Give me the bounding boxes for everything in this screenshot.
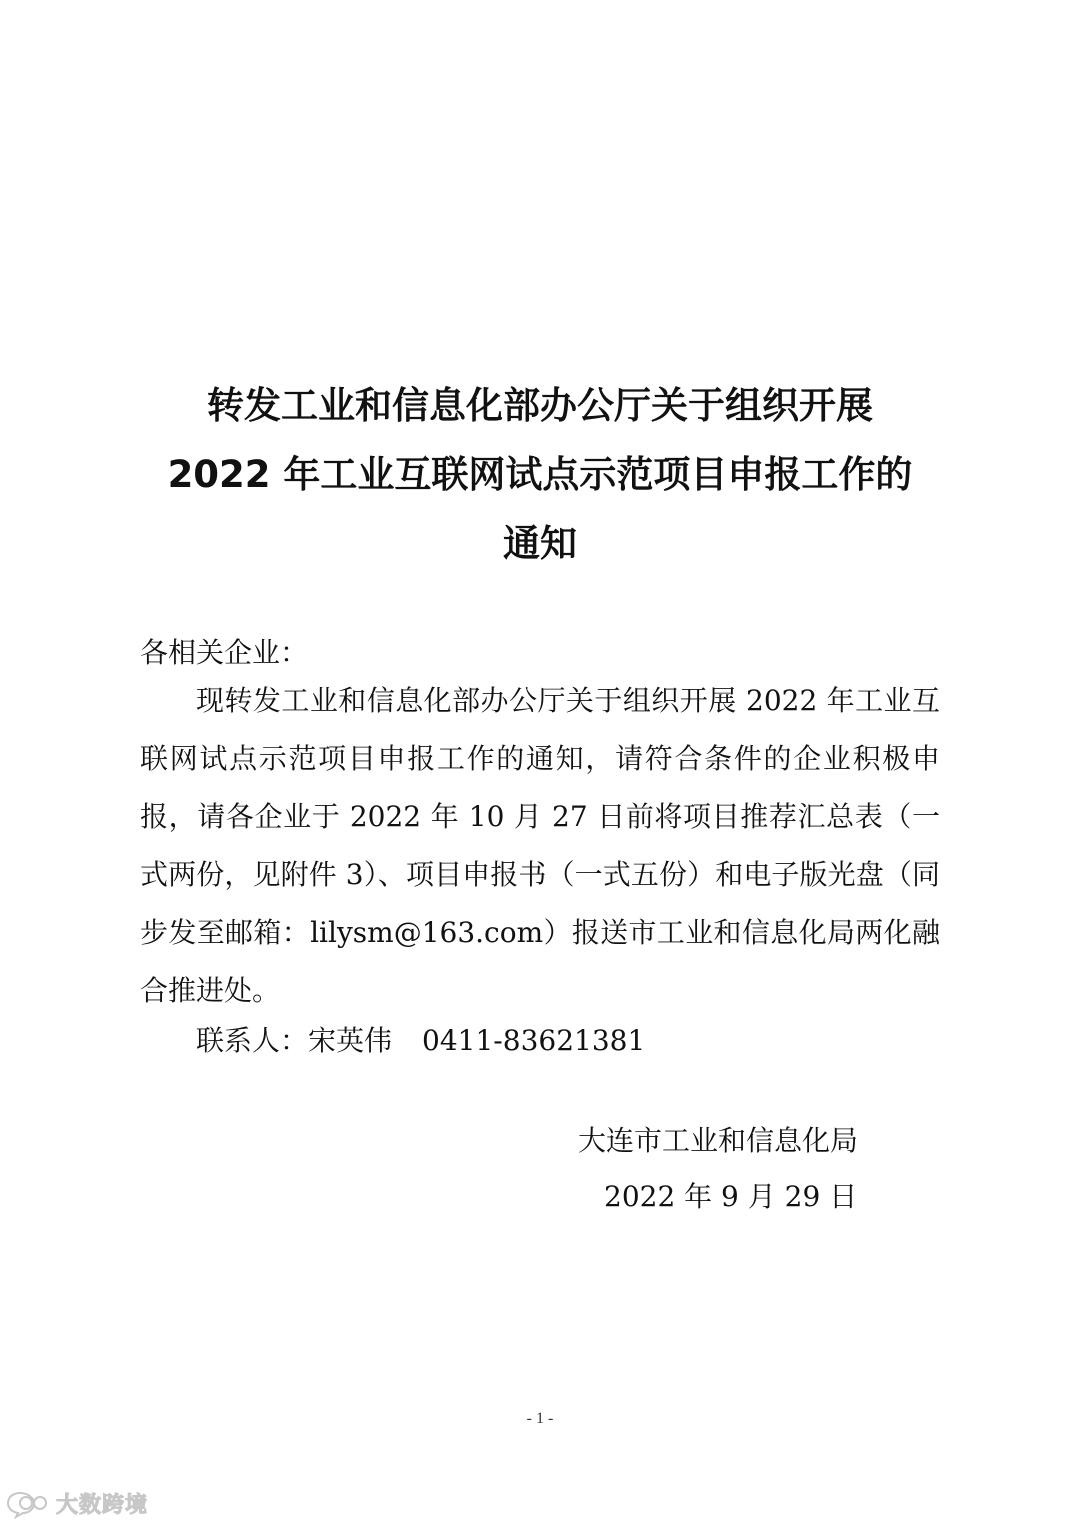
document-title-line-2: 2022 年工业互联网试点示范项目申报工作的 xyxy=(167,453,913,496)
signature-organization: 大连市工业和信息化局 xyxy=(578,1124,859,1157)
chat-bubble-logo-icon xyxy=(6,1489,52,1519)
signature-date: 2022 年 9 月 29 日 xyxy=(604,1180,858,1213)
contact-line xyxy=(196,1021,645,1061)
watermark-text: 大数跨境 xyxy=(56,1493,149,1518)
document-title-line-3: 通知 xyxy=(503,522,577,565)
watermark xyxy=(6,1488,148,1519)
contact-label: 联系人： xyxy=(196,1024,309,1057)
document-title-line-1: 转发工业和信息化部办公厅关于组织开展 xyxy=(207,384,873,427)
contact-phone: 0411-83621381 xyxy=(422,1024,646,1057)
contact-name: 宋英伟 xyxy=(308,1024,393,1057)
page-number: - 1 - xyxy=(526,1410,554,1427)
body-paragraph: 现转发工业和信息化部办公厅关于组织开展 2022 年工业互联网试点示范项目申报工作的通知，请符合条件的企业积极申报，请各企业于 2022 年 10 月 27 日前将项目推荐汇总表（一式两份，见附件 3）、项目申报书（一式五份）和电子版光盘（同步发至邮箱：lilysm@163.com）报送市工业和信息化局两化融合推进处。 xyxy=(140,684,940,1007)
salutation: 各相关企业： xyxy=(140,636,309,669)
